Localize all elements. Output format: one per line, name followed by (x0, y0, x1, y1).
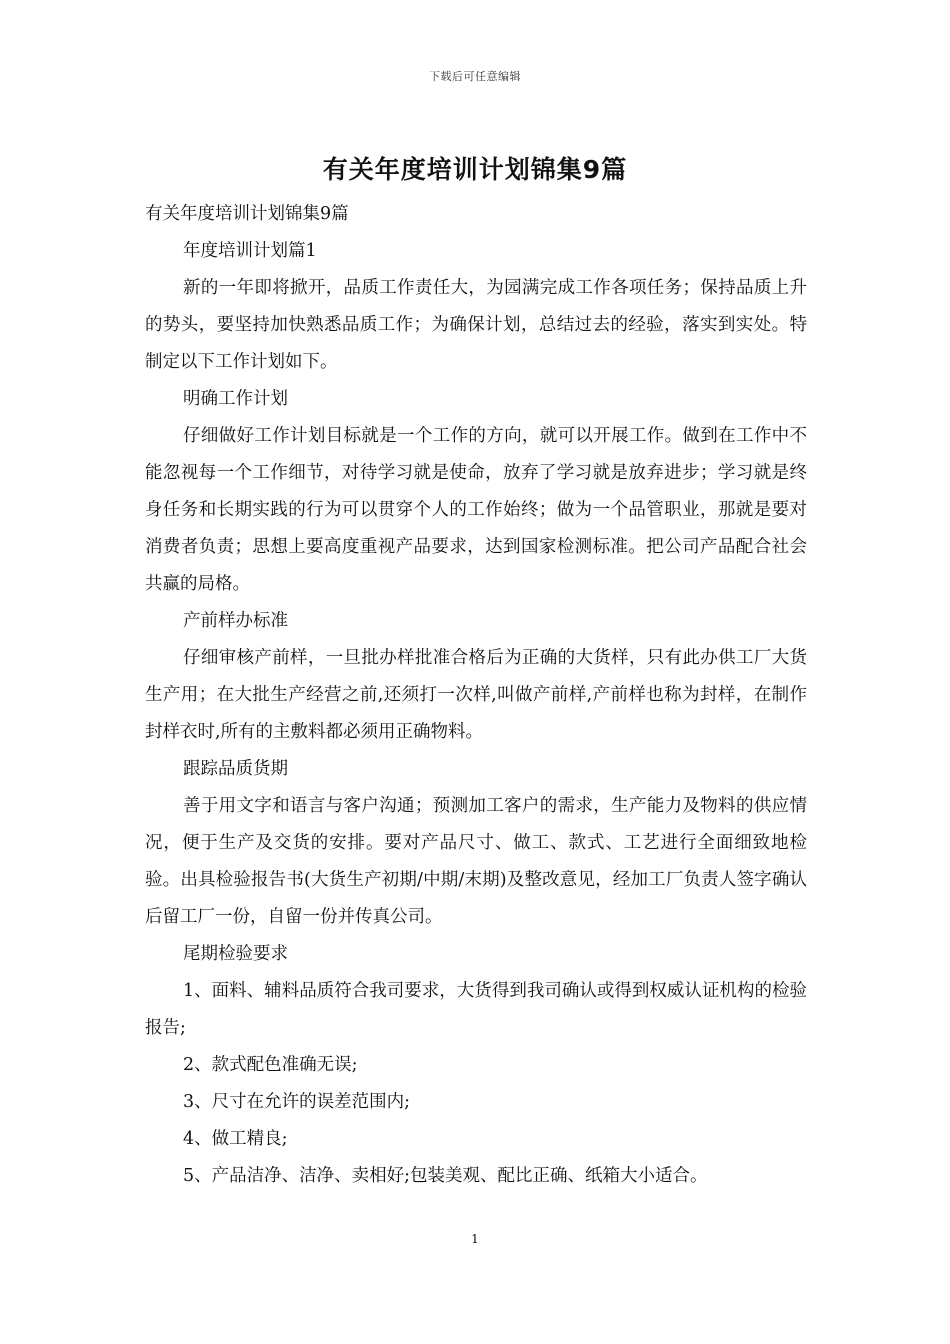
document-title: 有关年度培训计划锦集9篇 (322, 155, 628, 184)
list-item: 2、款式配色准确无误; (183, 1055, 358, 1075)
page-number: 1 (471, 1232, 479, 1246)
section-heading: 年度培训计划篇1 (183, 241, 317, 261)
paragraph: 仔细做好工作计划目标就是一个工作的方向，就可以开展工作。做到在工作中不能忽视每一个工作细节，对待学习就是使命，放弃了学习就是放弃进步；学习就是终身任务和长期实践的行为可以贯穿个人的工作始终；做为一个品管职业，那就是要对消费者负责；思想上要高度重视产品要求，达到国家检测标准。把公司产品配合社会共赢的局格。 (145, 426, 807, 594)
paragraph: 善于用文字和语言与客户沟通；预测加工客户的需求，生产能力及物料的供应情况，便于生产及交货的安排。要对产品尺寸、做工、款式、工艺进行全面细致地检验。出具检验报告书(大货生产初期/中期/末期)及整改意见，经加工厂负责人签字确认后留工厂一份，自留一份并传真公司。 (145, 796, 807, 927)
section-heading: 跟踪品质货期 (183, 759, 288, 779)
paragraph: 新的一年即将掀开，品质工作责任大，为园满完成工作各项任务；保持品质上升的势头，要坚持加快熟悉品质工作；为确保计划，总结过去的经验，落实到实处。特制定以下工作计划如下。 (145, 278, 807, 372)
document-body (145, 196, 807, 1195)
list-item: 5、产品洁净、洁净、卖相好;包装美观、配比正确、纸箱大小适合。 (183, 1166, 708, 1186)
list-item: 3、尺寸在允许的误差范围内; (183, 1092, 411, 1112)
section-heading: 明确工作计划 (183, 389, 288, 409)
paragraph: 仔细审核产前样，一旦批办样批准合格后为正确的大货样，只有此办供工厂大货生产用；在大批生产经营之前,还须打一次样,叫做产前样,产前样也称为封样，在制作封样衣时,所有的主敷料都必须用正确物料。 (145, 648, 807, 742)
list-item: 4、做工精良; (183, 1129, 288, 1149)
list-item: 1、面料、辅料品质符合我司要求，大货得到我司确认或得到权威认证机构的检验报告; (145, 981, 807, 1038)
section-heading: 尾期检验要求 (183, 944, 288, 964)
header-note: 下载后可任意编辑 (429, 70, 521, 83)
paragraph: 有关年度培训计划锦集9篇 (145, 204, 349, 224)
section-heading: 产前样办标准 (183, 611, 288, 631)
